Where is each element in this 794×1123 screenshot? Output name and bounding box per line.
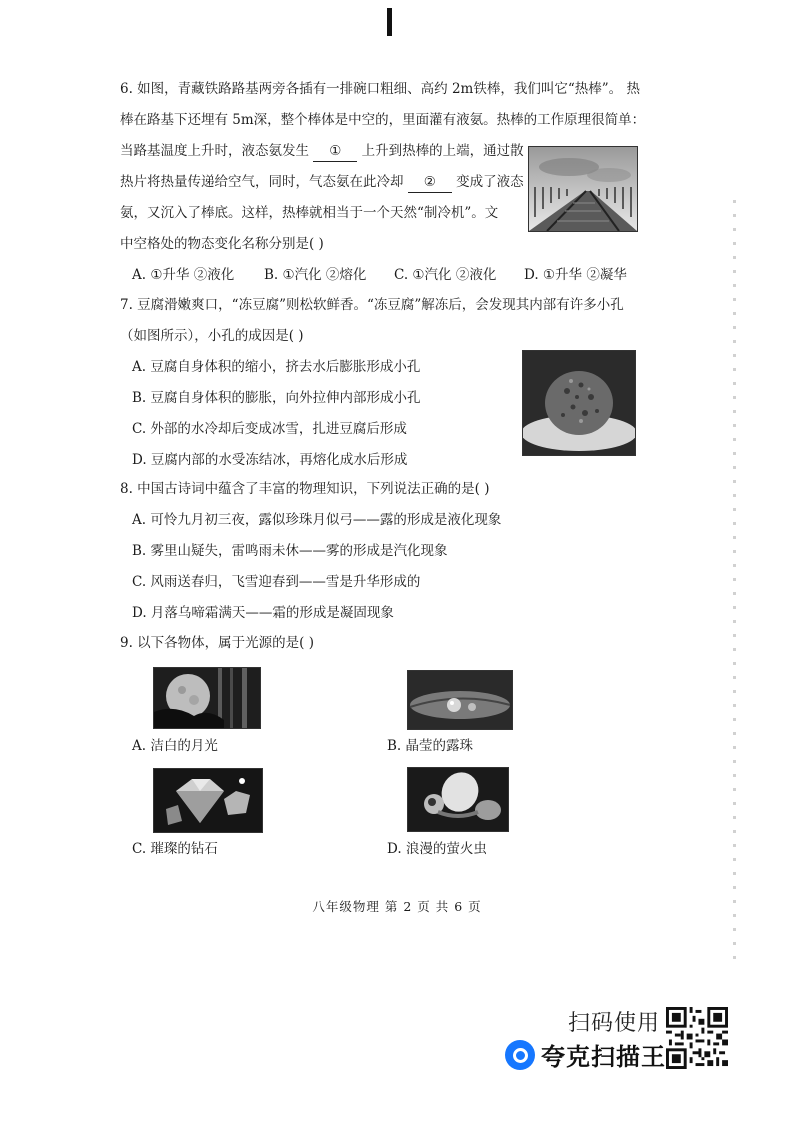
scanner-brand [505, 1037, 666, 1072]
diamond-photo [153, 768, 263, 833]
q6-option-d[interactable]: D. ①升华 ②凝华 [524, 267, 627, 283]
q6-option-a[interactable]: A. ①升华 ②液化 [132, 267, 235, 283]
q6-option-c[interactable]: C. ①汽化 ②液化 [394, 267, 497, 283]
q6-option-b[interactable]: B. ①汽化 ②熔化 [264, 267, 367, 283]
scanner-cta: 扫码使用 [568, 1011, 661, 1036]
q6-line-5: 氨，又沉入了棒底。这样，热棒就相当于一个天然“制冷机”。文 [120, 205, 499, 221]
page-footer: 八年级物理 第 2 页 共 6 页 [312, 899, 482, 914]
q6-line-2: 棒在路基下还埋有 5m深，整个棒体是中空的，里面灌有液氨。热棒的工作原理很简单： [120, 112, 646, 128]
q6-blank-1: ① [313, 141, 357, 162]
q8-option-a[interactable]: A. 可怜九月初三夜，露似珍珠月似弓——露的形成是液化现象 [132, 512, 502, 528]
q7-option-b[interactable]: B. 豆腐自身体积的膨胀，向外拉伸内部形成小孔 [132, 390, 421, 406]
q6-line-4-post: 变成了液态 [456, 174, 524, 190]
q6-line-3-pre: 当路基温度上升时，液态氨发生 [120, 143, 309, 159]
q8-option-c[interactable]: C. 风雨送春归，飞雪迎春到——雪是升华形成的 [132, 574, 421, 590]
q8-option-d[interactable]: D. 月落乌啼霜满天——霜的形成是凝固现象 [132, 605, 394, 621]
railway-heat-pipe-photo [528, 146, 638, 232]
dewdrop-photo [407, 670, 513, 730]
q7-option-d[interactable]: D. 豆腐内部的水受冻结冰，再熔化成水后形成 [132, 452, 408, 468]
q9-option-d[interactable]: D. 浪漫的萤火虫 [387, 841, 487, 857]
qr-code-icon[interactable] [666, 1007, 728, 1069]
page-top-mark [387, 8, 392, 36]
moon-photo [153, 667, 261, 729]
q9-option-c[interactable]: C. 璀璨的钻石 [132, 841, 218, 857]
q6-options [120, 260, 660, 291]
firefly-photo [407, 767, 509, 832]
scanner-brand-name: 夸克扫描王 [541, 1043, 666, 1071]
q7-line-2: （如图所示），小孔的成因是( ) [120, 328, 304, 344]
q6-line-4-pre: 热片将热量传递给空气，同时，气态氨在此冷却 [120, 174, 404, 190]
q9-option-a[interactable]: A. 洁白的月光 [132, 738, 218, 754]
frozen-tofu-photo [522, 350, 636, 456]
question-8 [120, 474, 680, 629]
q6-line-6: 中空格处的物态变化名称分别是( ) [120, 236, 324, 252]
q7-option-c[interactable]: C. 外部的水冷却后变成冰雪，扎进豆腐后形成 [132, 421, 407, 437]
q8-stem: 8. 中国古诗词中蕴含了丰富的物理知识，下列说法正确的是( ) [120, 481, 490, 497]
q7-option-a[interactable]: A. 豆腐自身体积的缩小，挤去水后膨胀形成小孔 [132, 359, 421, 375]
question-9 [120, 628, 660, 659]
q9-option-b[interactable]: B. 晶莹的露珠 [387, 738, 474, 754]
quark-logo-icon [505, 1040, 535, 1070]
q8-option-b[interactable]: B. 雾里山疑失，雷鸣雨未休——雾的形成是汽化现象 [132, 543, 448, 559]
q6-blank-2: ② [408, 172, 452, 193]
q7-line-1: 7. 豆腐滑嫩爽口，“冻豆腐”则松软鲜香。“冻豆腐”解冻后，会发现其内部有许多小孔 [120, 297, 624, 313]
scan-edge-artifact [733, 200, 736, 960]
q6-line-3-post: 上升到热棒的上端，通过散 [361, 143, 524, 159]
q6-line-1: 6. 如图，青藏铁路路基两旁各插有一排碗口粗细、高约 2m铁棒，我们叫它“热棒”。 热 [120, 81, 640, 97]
q9-stem: 9. 以下各物体，属于光源的是( ) [120, 635, 314, 651]
